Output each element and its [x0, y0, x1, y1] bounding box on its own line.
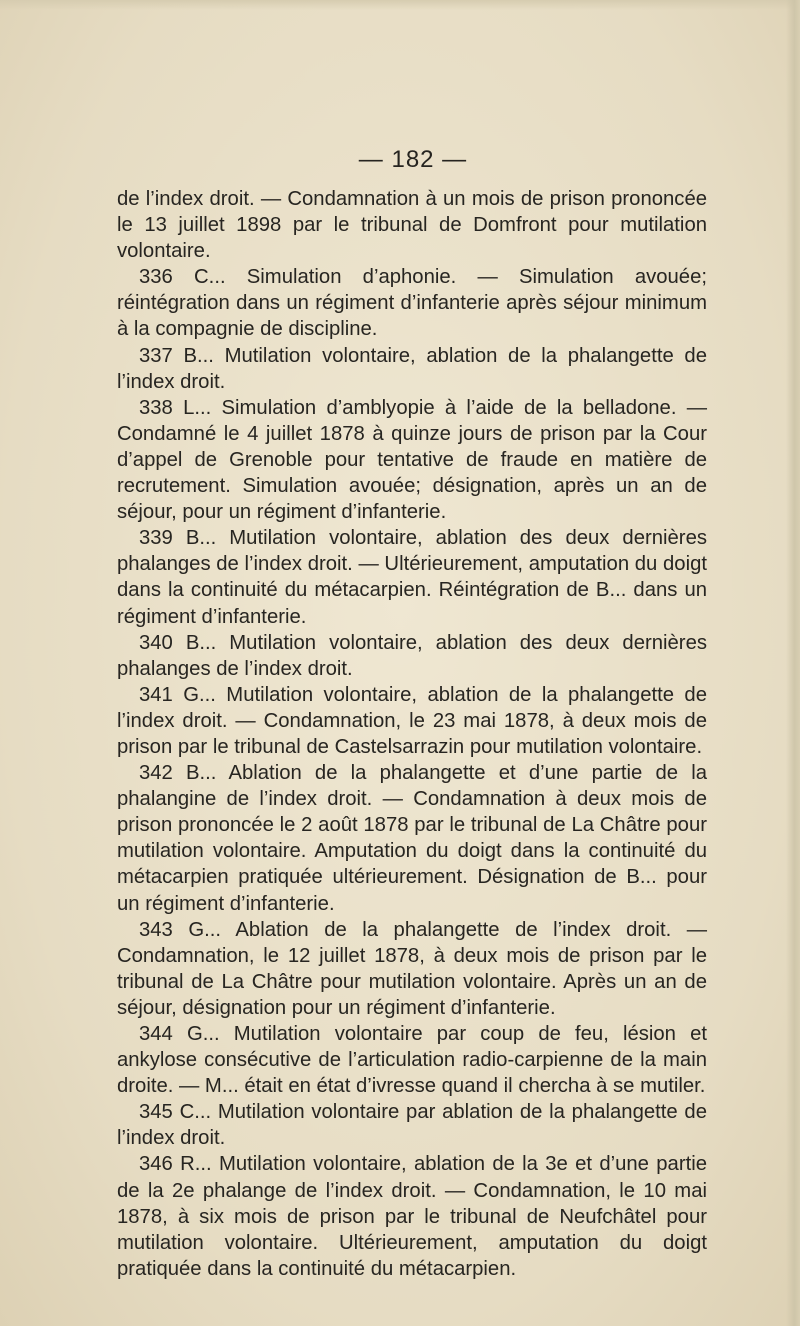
entry-344: 344 G... Mutilation volontaire par coup de feu, lésion et ankylose consécutive de l’articulation radio-carpienne de la main droite. — M... était en état d’ivresse quand il chercha à se mutiler. — [117, 1023, 707, 1098]
paragraph-continuation: de l’index droit. — Condamnation à un mois de prison prononcée le 13 juillet 1898 par le tribunal de Domfront pour mutilation volontaire. — [117, 188, 707, 263]
entry-345: 345 C... Mutilation volontaire par ablation de la phalangette de l’index droit. — [117, 1101, 707, 1150]
entry-343: 343 G... Ablation de la phalangette de l’index droit. — Condamnation, le 12 juillet 1878, à deux mois de prison par le tribunal de La Châtre pour mutilation volontaire. Après un an de séjour, désignation pour un régiment d’infanterie. — [117, 918, 707, 1019]
entry-340: 340 B... Mutilation volontaire, ablation des deux dernières phalanges de l’index droit. — [117, 631, 707, 680]
entry-341: 341 G... Mutilation volontaire, ablation de la phalangette de l’index droit. — Condamnation, le 23 mai 1878, à deux mois de prison par le tribunal de Castelsarrazin pour mutilation volontaire. — [117, 683, 707, 758]
entry-342: 342 B... Ablation de la phalangette et d’une partie de la phalangine de l’index droit. — Condamnation à deux mois de prison prononcée le 2 août 1878 par le tribunal de La Châtre pour mutilation volontaire. Amputation du doigt dans la continuité du métacarpien pratiquée ultérieurement. Désignation de B... pour un régiment d’infanterie. — [117, 762, 707, 915]
entry-337: 337 B... Mutilation volontaire, ablation de la phalangette de l’index droit. — [117, 344, 707, 393]
entry-338: 338 L... Simulation d’amblyopie à l’aide de la belladone. — Condamné le 4 juillet 1878 à quinze jours de prison par la Cour d’appel de Grenoble pour tentative de fraude en matière de recrutement. Simulation avouée; désignation, après un an de séjour, pour un régiment d’infanterie. — [117, 396, 707, 524]
page-right-edge — [786, 0, 800, 1326]
page-number: — 182 — — [358, 146, 468, 173]
entry-336: 336 C... Simulation d’aphonie. — Simulation avouée; réintégration dans un régiment d’infanterie après séjour minimum à la compagnie de discipline. — [117, 266, 707, 341]
entry-346: 346 R... Mutilation volontaire, ablation de la 3e et d’une partie de la 2e phalange de l’index droit. — Condamnation, le 10 mai 1878, à six mois de prison par le tribunal de Neufchâtel pour mutilation volontaire. Ultérieurement, amputation du doigt pratiquée dans la continuité du métacarpien. — [117, 1153, 707, 1280]
page-top-edge — [0, 0, 800, 10]
text-body — [117, 186, 707, 1282]
entry-339: 339 B... Mutilation volontaire, ablation des deux dernières phalanges de l’index droit. — Ultérieurement, amputation du doigt dans la continuité du métacarpien. Réintégration de B... dans un régiment d’infanterie. — [117, 527, 707, 628]
